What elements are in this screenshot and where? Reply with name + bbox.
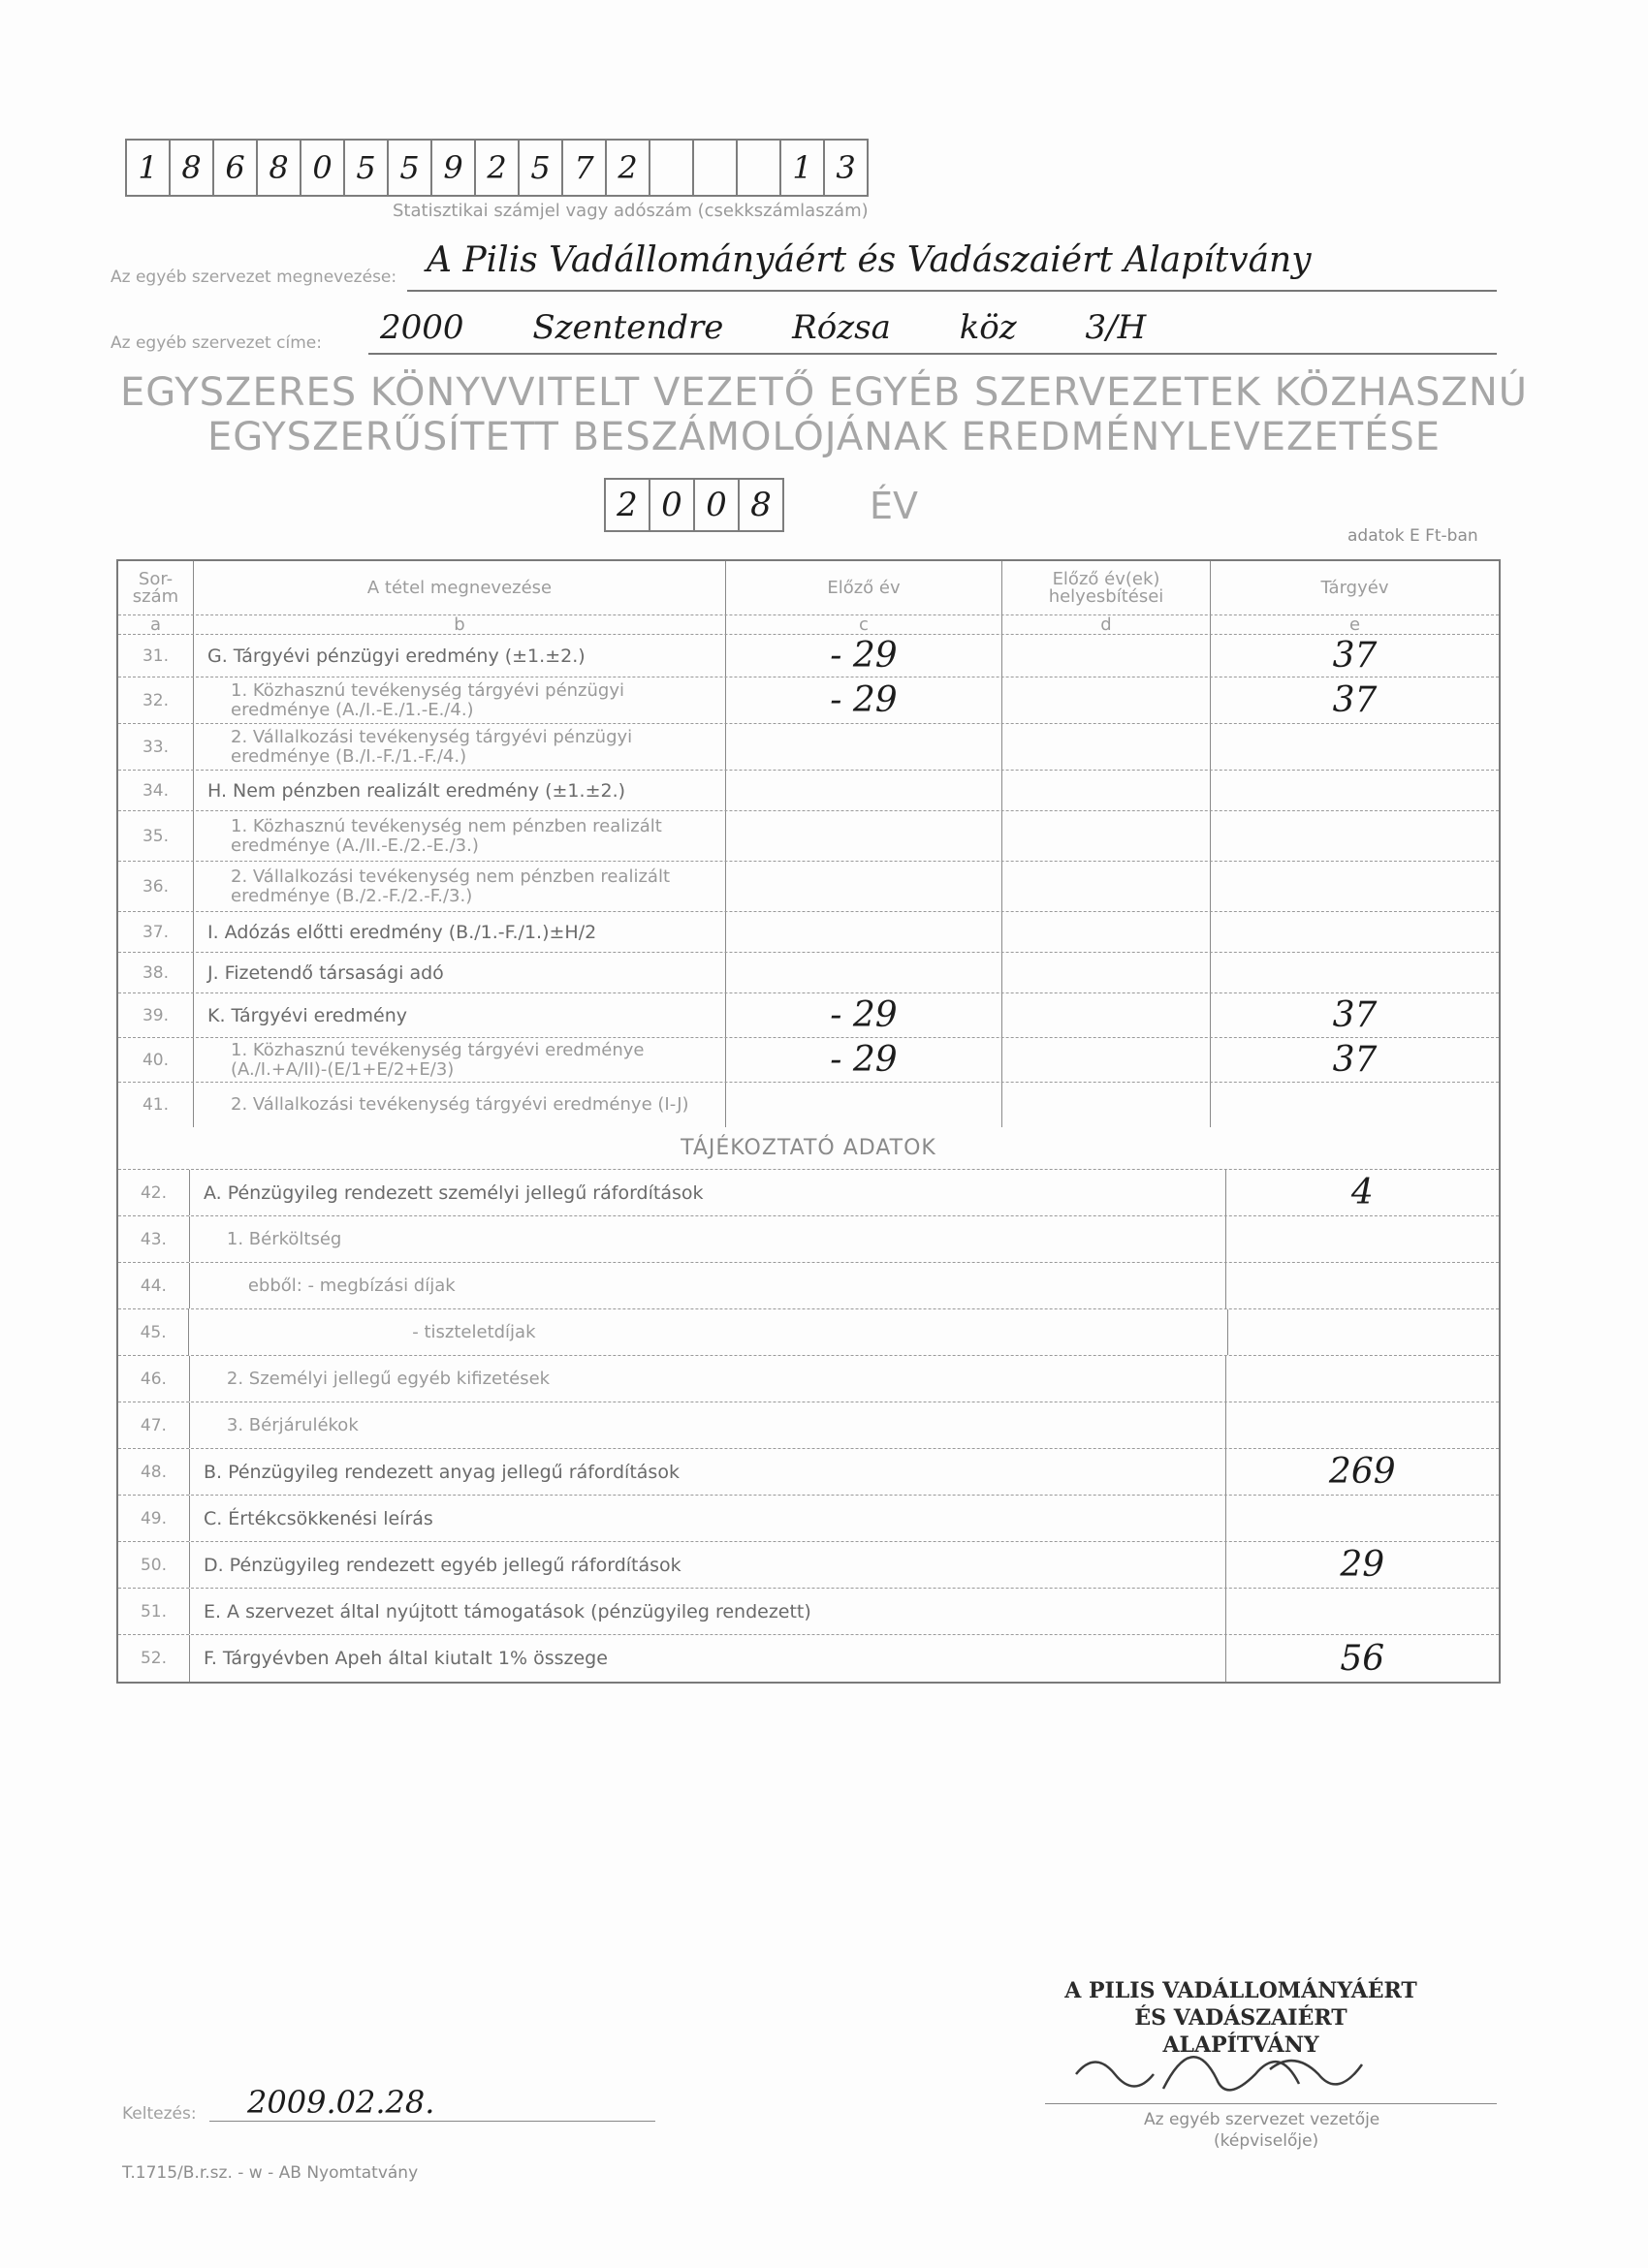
tax-id-digit: 2: [607, 141, 650, 195]
table-header-row: [118, 561, 1499, 615]
current-year-cell: [1211, 635, 1499, 677]
prev-year-cell: [726, 771, 1002, 810]
prev-year-cell: [726, 1083, 1002, 1127]
current-year-value: 37: [1332, 995, 1378, 1035]
year-suffix: ÉV: [870, 485, 919, 527]
row-label: 2. Vállalkozási tevékenység nem pénzben realizált eredménye (B./2.-F./2.-F./3.): [194, 862, 726, 911]
row-number: 44.: [118, 1263, 190, 1308]
table-row: [118, 912, 1499, 953]
info-row: [118, 1356, 1499, 1402]
col-header-a: Sor- szám: [118, 561, 194, 614]
current-year-cell: [1226, 1635, 1499, 1682]
table-row: [118, 1038, 1499, 1083]
info-row: [118, 1635, 1499, 1682]
tax-id-digit: 5: [345, 141, 389, 195]
table-row: [118, 635, 1499, 677]
current-year-value: 37: [1332, 1040, 1378, 1080]
col-header-e: Tárgyév: [1320, 577, 1389, 598]
current-year-cell: [1226, 1496, 1499, 1541]
stamp-line-2: ÉS VADÁSZAIÉRT ALAPÍTVÁNY: [1134, 2005, 1347, 2058]
form-code: T.1715/B.r.sz. - w - AB Nyomtatvány: [122, 2163, 419, 2183]
signer-sub: (képviselője): [1214, 2131, 1319, 2151]
row-label: J. Fizetendő társasági adó: [194, 953, 726, 992]
info-row: [118, 1402, 1499, 1449]
current-year-value: 4: [1350, 1173, 1374, 1213]
row-number: 43.: [118, 1216, 190, 1262]
info-row: [118, 1216, 1499, 1263]
org-address-label: Az egyéb szervezet címe:: [111, 333, 322, 353]
tax-id-caption: Statisztikai számjel vagy adószám (csekkszámlaszám): [393, 201, 869, 221]
row-label: A. Pénzügyileg rendezett személyi jellegű ráfordítások: [190, 1170, 1226, 1215]
current-year-cell: [1211, 1038, 1499, 1082]
info-section-row: [118, 1127, 1499, 1170]
row-label: 1. Közhasznú tevékenység tárgyévi pénzügyi eredménye (A./I.-E./1.-E./4.): [194, 677, 726, 723]
correction-cell: [1002, 912, 1211, 952]
row-number: 42.: [118, 1170, 190, 1215]
tax-id-boxes: [125, 139, 869, 197]
col-letter-c: c: [726, 615, 1002, 634]
row-number: 41.: [118, 1083, 194, 1127]
correction-cell: [1002, 811, 1211, 861]
tax-id-digit: 8: [171, 141, 214, 195]
prev-year-cell: [726, 811, 1002, 861]
table-row: [118, 993, 1499, 1038]
tax-id-digit: 1: [781, 141, 825, 195]
org-address-value: 2000 Szentendre Rózsa köz 3/H: [380, 308, 1147, 347]
date-label: Keltezés:: [122, 2104, 197, 2124]
current-year-cell: [1211, 993, 1499, 1037]
year-digit: 0: [650, 480, 695, 530]
correction-cell: [1002, 635, 1211, 677]
org-name-label: Az egyéb szervezet megnevezése:: [111, 268, 397, 287]
org-address-line: [368, 353, 1497, 355]
prev-year-cell: [726, 635, 1002, 677]
date-value: 2009.02.28.: [247, 2084, 435, 2121]
row-number: 37.: [118, 912, 194, 952]
form-title-line2: EGYSZERŰSÍTETT BESZÁMOLÓJÁNAK EREDMÉNYLEVEZETÉSE: [206, 415, 1442, 459]
correction-cell: [1002, 677, 1211, 723]
prev-year-cell: [726, 724, 1002, 770]
prev-year-value: - 29: [830, 680, 898, 720]
table-row: [118, 953, 1499, 993]
row-number: 40.: [118, 1038, 194, 1082]
current-year-cell: [1226, 1449, 1499, 1495]
table-row: [118, 862, 1499, 912]
year-digit: 8: [740, 480, 784, 530]
year-digit: 0: [695, 480, 740, 530]
col-header-c: Előző év: [726, 561, 1002, 614]
current-year-cell: [1211, 1083, 1499, 1127]
row-label: 2. Vállalkozási tevékenység tárgyévi eredménye (I-J): [194, 1083, 726, 1127]
date-line: [209, 2121, 655, 2122]
prev-year-cell: [726, 953, 1002, 992]
row-label: 2. Vállalkozási tevékenység tárgyévi pénzügyi eredménye (B./I.-F./1.-F./4.): [194, 724, 726, 770]
row-number: 31.: [118, 635, 194, 677]
prev-year-cell: [726, 862, 1002, 911]
row-number: 32.: [118, 677, 194, 723]
prev-year-cell: [726, 912, 1002, 952]
table-row: [118, 811, 1499, 862]
info-row: [118, 1170, 1499, 1216]
current-year-cell: [1228, 1309, 1499, 1355]
correction-cell: [1002, 771, 1211, 810]
row-number: 33.: [118, 724, 194, 770]
stamp-line-1: A PILIS VADÁLLOMÁNYÁÉRT: [1064, 1978, 1417, 2003]
tax-id-digit: 3: [825, 141, 869, 195]
row-label: B. Pénzügyileg rendezett anyag jellegű ráfordítások: [190, 1449, 1226, 1495]
year-boxes: [604, 478, 784, 532]
row-label: 3. Bérjárulékok: [190, 1402, 1226, 1448]
tax-id-digit: [650, 141, 694, 195]
tax-id-digit: 5: [520, 141, 563, 195]
correction-cell: [1002, 724, 1211, 770]
current-year-value: 56: [1340, 1638, 1385, 1679]
current-year-cell: [1211, 953, 1499, 992]
table-row: [118, 677, 1499, 724]
current-year-value: 269: [1328, 1452, 1396, 1492]
row-label: E. A szervezet által nyújtott támogatások (pénzügyileg rendezett): [190, 1589, 1226, 1634]
current-year-cell: [1211, 811, 1499, 861]
row-number: 46.: [118, 1356, 190, 1402]
col-letter-d: d: [1002, 615, 1211, 634]
current-year-cell: [1211, 912, 1499, 952]
table-letter-row: [118, 615, 1499, 635]
row-number: 51.: [118, 1589, 190, 1634]
table-row: [118, 1083, 1499, 1127]
current-year-cell: [1226, 1402, 1499, 1448]
info-row: [118, 1309, 1499, 1356]
unit-note: adatok E Ft-ban: [1347, 526, 1478, 546]
current-year-cell: [1211, 862, 1499, 911]
current-year-cell: [1211, 724, 1499, 770]
tax-id-digit: 0: [301, 141, 345, 195]
row-label: G. Tárgyévi pénzügyi eredmény (±1.±2.): [194, 635, 726, 677]
row-label: H. Nem pénzben realizált eredmény (±1.±2.): [194, 771, 726, 810]
signature-line: [1045, 2103, 1497, 2104]
row-number: 48.: [118, 1449, 190, 1495]
row-number: 52.: [118, 1635, 190, 1682]
row-label: 1. Bérköltség: [190, 1216, 1226, 1262]
row-label: F. Tárgyévben Apeh által kiutalt 1% összege: [190, 1635, 1226, 1682]
info-row: [118, 1263, 1499, 1309]
current-year-cell: [1226, 1170, 1499, 1215]
row-label: ebből: - megbízási díjak: [190, 1263, 1226, 1308]
tax-id-digit: 1: [127, 141, 171, 195]
row-label: K. Tárgyévi eredmény: [194, 993, 726, 1037]
table-row: [118, 724, 1499, 771]
table-row: [118, 771, 1499, 811]
info-rows: [118, 1170, 1499, 1682]
row-label: 1. Közhasznú tevékenység nem pénzben realizált eredménye (A./II.-E./2.-E./3.): [194, 811, 726, 861]
row-number: 38.: [118, 953, 194, 992]
tax-id-digit: 5: [389, 141, 432, 195]
prev-year-cell: [726, 677, 1002, 723]
row-label: 2. Személyi jellegű egyéb kifizetések: [190, 1356, 1226, 1402]
current-year-cell: [1211, 771, 1499, 810]
prev-year-cell: [726, 993, 1002, 1037]
row-number: 50.: [118, 1542, 190, 1588]
tax-id-digit: 8: [258, 141, 301, 195]
tax-id-digit: [738, 141, 781, 195]
row-label: C. Értékcsökkenési leírás: [190, 1496, 1226, 1541]
form-title-line1: EGYSZERES KÖNYVVITELT VEZETŐ EGYÉB SZERVEZETEK KÖZHASZNÚ: [119, 370, 1529, 415]
current-year-cell: [1226, 1542, 1499, 1588]
row-label: 1. Közhasznú tevékenység tárgyévi eredménye (A./I.+A/II)-(E/1+E/2+E/3): [194, 1038, 726, 1082]
row-number: 45.: [118, 1309, 189, 1355]
row-label: I. Adózás előtti eredmény (B./1.-F./1.)±H/2: [194, 912, 726, 952]
org-name-value: A Pilis Vadállományáért és Vadászaiért Alapítvány: [427, 240, 1312, 280]
tax-id-digit: [694, 141, 738, 195]
col-header-b: A tétel megnevezése: [194, 561, 726, 614]
correction-cell: [1002, 1038, 1211, 1082]
prev-year-value: - 29: [830, 995, 898, 1035]
current-year-cell: [1211, 677, 1499, 723]
tax-id-digit: 6: [214, 141, 258, 195]
current-year-cell: [1226, 1589, 1499, 1634]
signature-stroke: [1057, 2035, 1386, 2113]
info-row: [118, 1542, 1499, 1589]
prev-year-value: - 29: [830, 1040, 898, 1080]
correction-cell: [1002, 862, 1211, 911]
current-year-value: 37: [1332, 636, 1378, 676]
tax-id-digit: 7: [563, 141, 607, 195]
info-row: [118, 1589, 1499, 1635]
info-row: [118, 1496, 1499, 1542]
current-year-value: 29: [1340, 1545, 1385, 1585]
correction-cell: [1002, 953, 1211, 992]
row-number: 35.: [118, 811, 194, 861]
info-section-title: TÁJÉKOZTATÓ ADATOK: [681, 1136, 936, 1160]
correction-cell: [1002, 993, 1211, 1037]
main-rows: [118, 635, 1499, 1127]
tax-id-digit: 9: [432, 141, 476, 195]
row-number: 39.: [118, 993, 194, 1037]
org-name-line: [407, 290, 1497, 292]
results-table: [116, 559, 1501, 1684]
row-number: 47.: [118, 1402, 190, 1448]
row-number: 36.: [118, 862, 194, 911]
current-year-cell: [1226, 1263, 1499, 1308]
col-letter-b: b: [194, 615, 726, 634]
row-label: - tiszteletdíjak: [189, 1309, 1228, 1355]
current-year-cell: [1226, 1216, 1499, 1262]
signer-label: Az egyéb szervezet vezetője: [1144, 2110, 1380, 2129]
prev-year-value: - 29: [830, 636, 898, 676]
row-number: 49.: [118, 1496, 190, 1541]
info-row: [118, 1449, 1499, 1496]
col-letter-e: e: [1348, 614, 1361, 635]
col-letter-a: a: [118, 615, 194, 634]
row-number: 34.: [118, 771, 194, 810]
col-header-d: Előző év(ek) helyesbítései: [1002, 561, 1211, 614]
prev-year-cell: [726, 1038, 1002, 1082]
tax-id-digit: 2: [476, 141, 520, 195]
year-digit: 2: [606, 480, 650, 530]
row-label: D. Pénzügyileg rendezett egyéb jellegű ráfordítások: [190, 1542, 1226, 1588]
current-year-cell: [1226, 1356, 1499, 1402]
correction-cell: [1002, 1083, 1211, 1127]
current-year-value: 37: [1332, 680, 1378, 720]
